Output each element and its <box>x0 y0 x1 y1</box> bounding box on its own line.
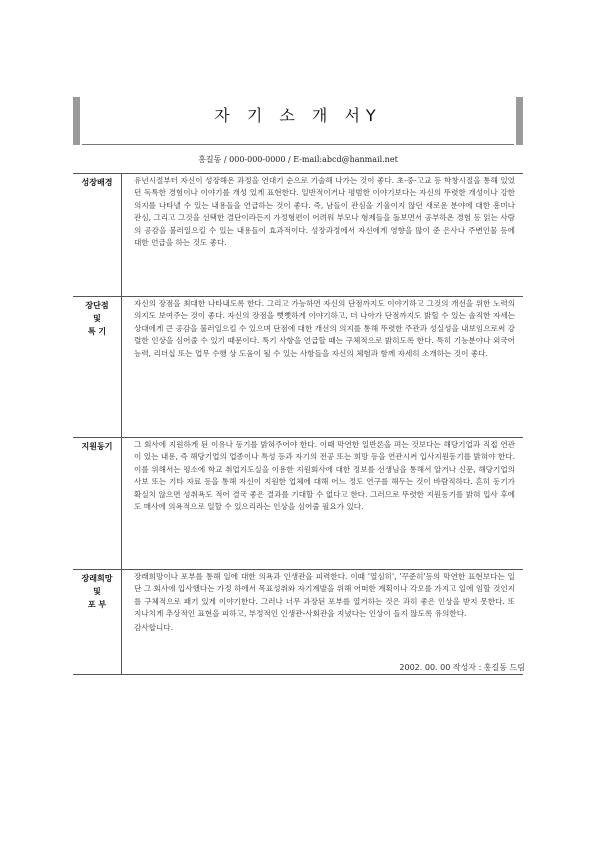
section-label-motivation <box>73 438 122 570</box>
section-content-aspirations <box>122 570 524 675</box>
section-label-line: 및 <box>93 587 101 596</box>
contact-info: 홍길동 / 000-000-0000 / E-mail:abcd@hanmail.net <box>198 155 398 164</box>
page-title: 자 기 소 개 서Y <box>214 106 382 125</box>
section-label-line: 포 부 <box>87 600 107 609</box>
section-content-motivation <box>122 438 524 570</box>
section-text: 장래희망이나 포부를 통해 일에 대한 의욕과 인생관을 피력한다. 이때 '열심히', '꾸준히'등의 막연한 표현보다는 일단 그 회사에 입사했다는 가정 하에서 목표성취와 자기계발을 위해 어떠한 계획이나 각오를 가지고 일에 임할 것인지를 구체적으로 패기 있게 이야기한다. 그러나 너무 과장된 포부를 열거하는 것은 과히 좋은 인상을 받지 못한다. 또 지나치게 추상적인 표현을 피하고, 부정적인 인생관-사회관을 지녔다는 인상이 들지 않도록 유의한다. <box>134 572 515 619</box>
section-text: 유년시절부터 자신이 성장해온 과정을 연대기 순으로 기술해 나가는 것이 좋다. 초-중-고교 등 학창시절을 통해 있었던 독특한 경험이나 이야기를 개성 있게 표현한다. 일반적이거나 평범한 이야기보다는 자신의 뚜렷한 개성이나 강한 의지를 나타낼 수 있는 내용들을 언급하는 것이 좋다. 즉, 남들이 관심을 기울이지 않던 새로운 분야에 대한 흥미나 관심, 그리고 그것을 선택한 결단이라든지 가정형편이 어려워 부모나 형제들을 돌보면서 공부하온 경험 등 읽는 사람의 공감을 불러일으킬 수 있는 내용들이 효과적이다. 성장과정에서 자신에게 영향을 많이 준 은사나 주변인물 등에 대한 언급을 하는 것도 좋다. <box>134 176 515 248</box>
section-label-line: 성장배경 <box>81 178 113 187</box>
section-row-aspirations <box>73 570 523 675</box>
section-row-strengths <box>73 297 523 438</box>
section-label-line: 특 기 <box>87 327 107 336</box>
section-label-aspirations <box>73 570 122 675</box>
section-content-growth <box>122 174 524 297</box>
title-underline <box>82 144 514 145</box>
sections-table <box>73 173 523 675</box>
section-label-line: 및 <box>93 314 101 323</box>
section-label-line: 장래희망 <box>81 574 113 583</box>
title-band <box>73 97 523 145</box>
section-label-line: 장단점 <box>85 301 109 310</box>
section-row-motivation <box>73 438 523 570</box>
section-label-growth <box>73 174 122 297</box>
section-text: 자신의 장점을 최대한 나타내도록 한다. 그리고 가능하면 자신의 단점까지도 이야기하고 그것의 개선을 위한 노력의 의지도 보여주는 것이 좋다. 자신의 장점을 뻣뻣하게 이야기하고, 더 나아가 단점까지도 밝힐 수 있는 솔직한 자세는 상대에게 큰 공감을 불러일으킬 수 있으며 단점에 대한 개선의 의지를 통해 뚜렷한 주관과 성실성을 내보임으로써 강렬한 인상을 심어줄 수 있기 때문이다. 특기 사항을 언급할 때는 구체적으로 밝히도록 한다. 특히 기능분야나 외국어 능력, 리더십 또는 업무 수행 상 도움이 될 수 있는 사항들을 자신의 체험과 함께 자세히 소개하는 것이 좋다. <box>134 299 515 358</box>
section-label-line: 지원동기 <box>81 442 113 451</box>
section-text: 그 회사에 지원하게 된 이유나 동기를 밝혀주어야 한다. 이때 막연한 일반론을 펴는 것보다는 해당기업과 직접 연관이 있는 내용, 즉 해당기업의 업종이나 특성 등과 자기의 전공 또는 희망 등을 연관시켜 입사지원동기를 밝혀야 한다. 이를 위해서는 평소에 학교 취업지도실을 이용한 지원회사에 대한 정보를 선생님을 통해서 알거나 신문, 해당기업의 사보 또는 기타 자료 등을 통해 자신이 지원한 업체에 대해 어느 정도 연구를 해두는 것이 바람직하다. 흔히 동기가 확실치 않으면 성취욕도 적어 결국 좋은 결과를 기대할 수 없다고 한다. 그러므로 뚜렷한 지원동기를 밝혀 입사 후에도 매사에 의욕적으로 일할 수 있으리라는 인상을 심어줄 필요가 있다. <box>134 440 515 512</box>
signature-line: 2002. 00. 00 작성자 : 홍길동 드림 <box>399 663 525 672</box>
section-row-growth <box>73 174 523 297</box>
section-closing: 감사합니다. <box>134 622 174 632</box>
section-content-strengths <box>122 297 524 438</box>
section-label-strengths <box>73 297 122 438</box>
